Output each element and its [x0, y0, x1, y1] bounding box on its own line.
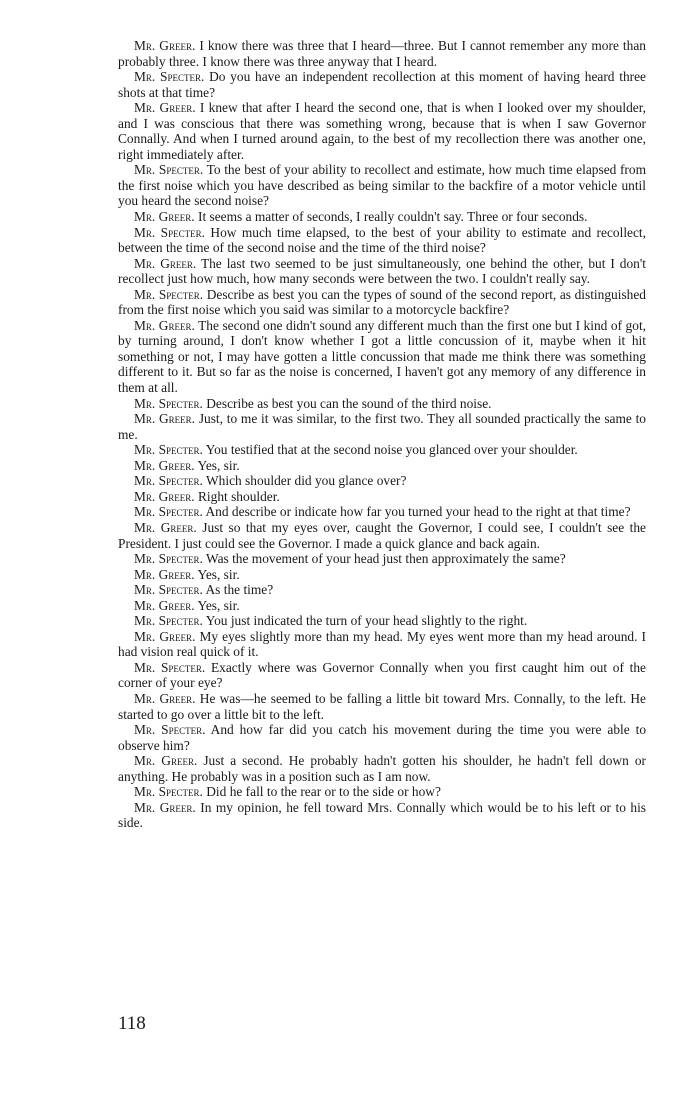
speaker-name: Mr. Greer.: [134, 209, 195, 225]
statement-text: Yes, sir.: [197, 457, 240, 473]
speaker-name: Mr. Greer.: [134, 566, 195, 582]
speaker-name: Mr. Specter.: [134, 659, 206, 675]
testimony-paragraph: [118, 256, 646, 287]
speaker-name: Mr. Greer.: [134, 488, 195, 504]
statement-text: My eyes slightly more than my head. My eyes went more than my head around. I had vision real quick of it.: [118, 628, 647, 660]
testimony-paragraph: [118, 691, 646, 722]
testimony-paragraph: [118, 598, 646, 614]
testimony-paragraph: [118, 38, 646, 69]
testimony-paragraph: [118, 567, 646, 583]
statement-text: He was—he seemed to be falling a little bit toward Mrs. Connally, to the left. He started to go over a little bit to the left.: [118, 690, 646, 722]
speaker-name: Mr. Greer.: [134, 100, 196, 116]
speaker-name: Mr. Specter.: [134, 224, 205, 240]
speaker-name: Mr. Specter.: [134, 473, 203, 489]
testimony-paragraph: [118, 784, 646, 800]
statement-text: Just, to me it was similar, to the first two. They all sounded practically the same to me.: [118, 411, 647, 442]
testimony-paragraph: [118, 753, 646, 784]
statement-text: Right shoulder.: [197, 488, 280, 504]
statement-text: And how far did you catch his movement during the time you were able to observe him?: [118, 722, 647, 753]
speaker-name: Mr. Specter.: [134, 551, 203, 567]
testimony-paragraph: [118, 520, 646, 551]
statement-text: Exactly where was Governor Connally when you first caught him out of the corner of your eye?: [118, 659, 646, 691]
testimony-paragraph: [118, 69, 646, 100]
statement-text: In my opinion, he fell toward Mrs. Connally which would be to his left or to his side.: [118, 799, 647, 831]
statement-text: As the time?: [205, 582, 274, 598]
speaker-name: Mr. Greer.: [134, 628, 196, 644]
statement-text: Yes, sir.: [197, 566, 240, 582]
speaker-name: Mr. Specter.: [134, 442, 203, 458]
statement-text: The second one didn't sound any different much than the first one but I kind of got, by turning around, I don't know whether I got a little concussion of it, maybe when it hit something or not, I may have gotten a little concussion that made me think there was something different to it. But so far as the noise is concerned, I haven't got any memory of any difference in them at all.: [118, 317, 647, 396]
speaker-name: Mr. Specter.: [134, 162, 204, 178]
speaker-name: Mr. Specter.: [134, 722, 206, 738]
speaker-name: Mr. Greer.: [134, 255, 197, 271]
page-number: 118: [118, 1013, 146, 1034]
speaker-name: Mr. Greer.: [134, 38, 196, 53]
speaker-name: Mr. Greer.: [134, 519, 197, 535]
statement-text: I knew that after I heard the second one, that is when I looked over my shoulder, and I was conscious that there was something wrong, because that is when I saw Governor Connally. And when I turned around again, to the best of my recollection there was another one, right immediately after.: [118, 100, 646, 162]
testimony-paragraph: [118, 613, 646, 629]
statement-text: Describe as best you can the types of sound of the second report, as distinguished from the first noise which you said was similar to a motorcycle backfire?: [118, 286, 646, 318]
statement-text: And describe or indicate how far you turned your head to the right at that time?: [205, 504, 631, 520]
testimony-paragraph: [118, 489, 646, 505]
statement-text: Do you have an independent recollection at this moment of having heard three shots at that time?: [118, 69, 646, 100]
testimony-paragraph: [118, 473, 646, 489]
speaker-name: Mr. Greer.: [134, 753, 198, 769]
speaker-name: Mr. Greer.: [134, 690, 196, 706]
statement-text: How much time elapsed, to the best of your ability to estimate and recollect, between the time of the second noise and the time of the third noise?: [118, 224, 646, 256]
testimony-paragraph: [118, 100, 646, 162]
speaker-name: Mr. Specter.: [134, 286, 204, 302]
statement-text: Was the movement of your head just then approximately the same?: [206, 551, 566, 567]
testimony-paragraph: [118, 551, 646, 567]
testimony-paragraph: [118, 504, 646, 520]
statement-text: I know there was three that I heard—three. But I cannot remember any more than probably three. I know there was three anyway that I heard.: [118, 38, 646, 69]
testimony-paragraph: [118, 629, 646, 660]
testimony-paragraph: [118, 442, 646, 458]
testimony-paragraph: [118, 225, 646, 256]
testimony-paragraph: [118, 318, 646, 396]
statement-text: Just a second. He probably hadn't gotten his shoulder, he hadn't fell down or anything. He probably was in a position such as I am now.: [118, 753, 646, 784]
testimony-paragraph: [118, 396, 646, 412]
statement-text: You just indicated the turn of your head slightly to the right.: [205, 613, 528, 629]
speaker-name: Mr. Greer.: [134, 457, 195, 473]
speaker-name: Mr. Specter.: [134, 69, 205, 85]
speaker-name: Mr. Specter.: [134, 613, 203, 629]
speaker-name: Mr. Specter.: [134, 504, 203, 520]
statement-text: You testified that at the second noise you glanced over your shoulder.: [205, 442, 578, 458]
speaker-name: Mr. Greer.: [134, 799, 196, 815]
speaker-name: Mr. Greer.: [134, 411, 196, 427]
testimony-paragraph: [118, 411, 646, 442]
statement-text: Describe as best you can the sound of the third noise.: [206, 395, 492, 411]
statement-text: It seems a matter of seconds, I really couldn't say. Three or four seconds.: [197, 209, 588, 225]
statement-text: Which shoulder did you glance over?: [206, 473, 407, 489]
testimony-paragraph: [118, 209, 646, 225]
testimony-paragraph: [118, 800, 646, 831]
statement-text: Just so that my eyes over, caught the Governor, I could see, I couldn't see the President. I just could see the Governor. I made a quick glance and back again.: [118, 519, 646, 551]
speaker-name: Mr. Greer.: [134, 597, 195, 613]
transcript-body: [118, 38, 646, 831]
speaker-name: Mr. Greer.: [134, 317, 195, 333]
statement-text: The last two seemed to be just simultaneously, one behind the other, but I don't recollect just how much, how many seconds were between the two. I couldn't really say.: [118, 255, 647, 287]
speaker-name: Mr. Specter.: [134, 395, 203, 411]
speaker-name: Mr. Specter.: [134, 582, 203, 598]
testimony-paragraph: [118, 582, 646, 598]
statement-text: Yes, sir.: [197, 597, 240, 613]
testimony-paragraph: [118, 722, 646, 753]
testimony-paragraph: [118, 458, 646, 474]
statement-text: To the best of your ability to recollect and estimate, how much time elapsed from the first noise which you have described as being similar to the backfire of a motor vehicle until you heard the second noise?: [118, 162, 646, 209]
statement-text: Did he fall to the rear or to the side or how?: [206, 784, 441, 800]
testimony-paragraph: [118, 287, 646, 318]
testimony-paragraph: [118, 660, 646, 691]
testimony-paragraph: [118, 162, 646, 209]
speaker-name: Mr. Specter.: [134, 784, 203, 800]
